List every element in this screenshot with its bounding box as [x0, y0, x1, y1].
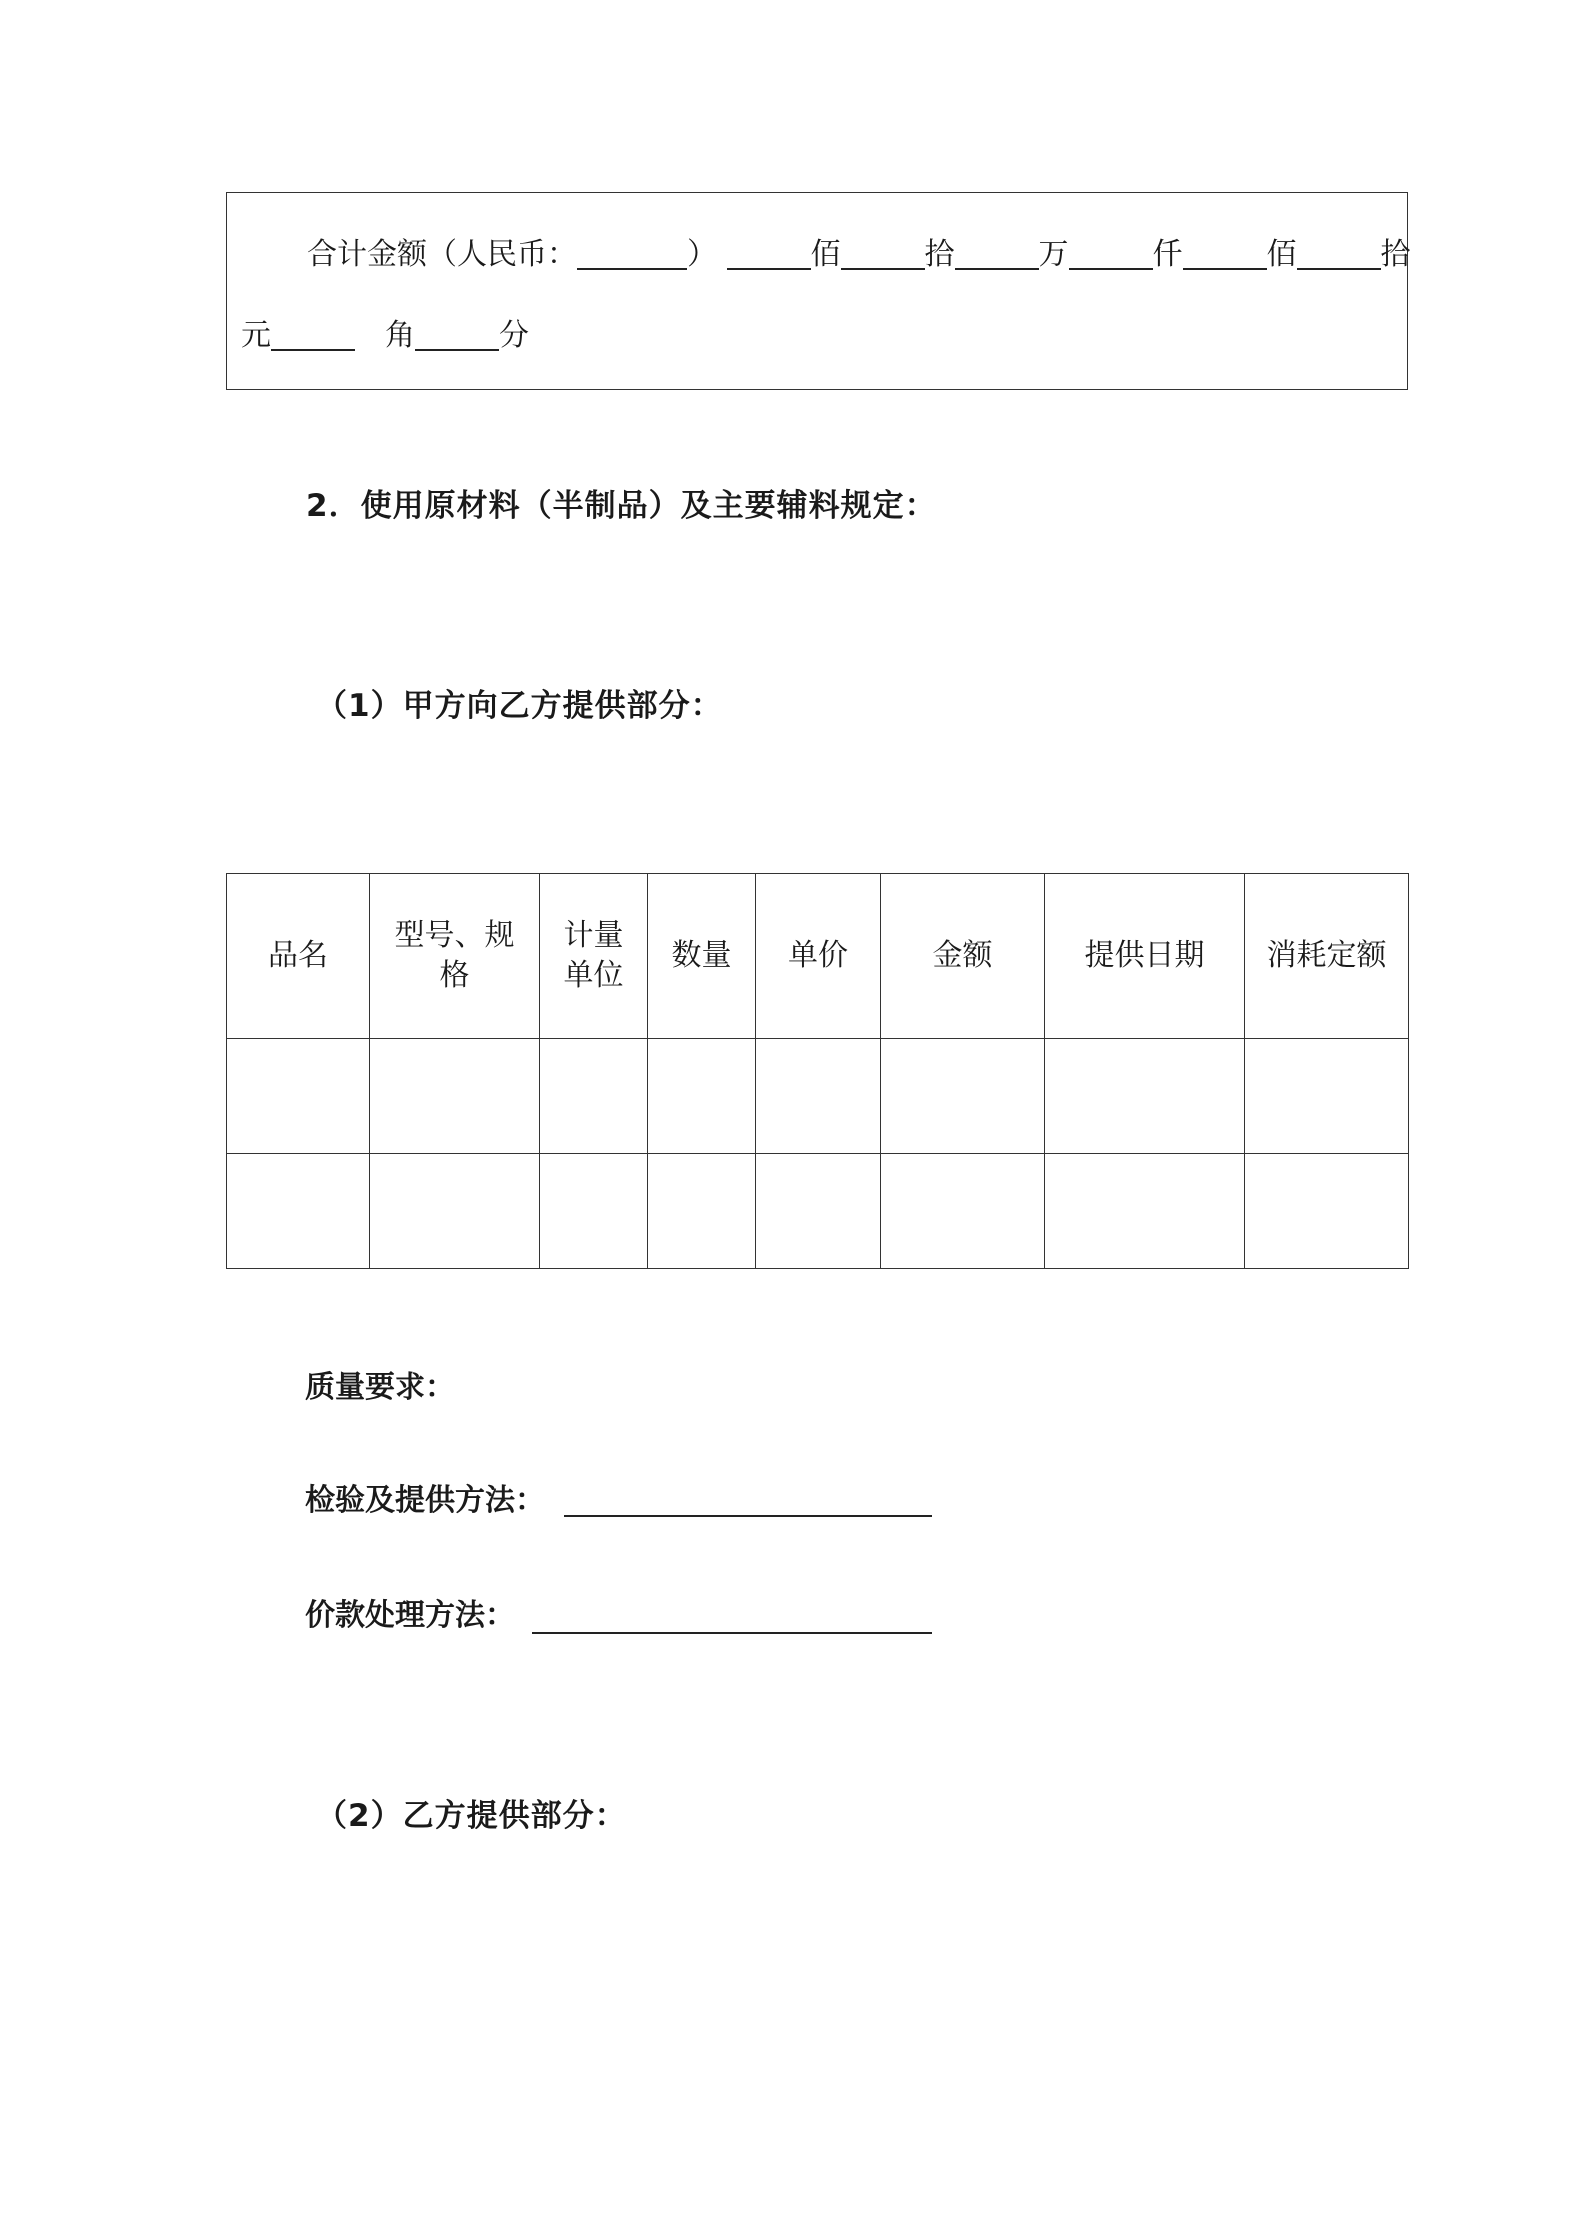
table-cell — [756, 1154, 881, 1269]
inspection-method-label: 检验及提供方法： — [305, 1483, 545, 1518]
part-1-heading: （1）甲方向乙方提供部分： — [316, 688, 723, 724]
unit-label: 仟 — [1152, 237, 1183, 272]
payment-method-line — [532, 1632, 932, 1634]
table-cell — [227, 1154, 370, 1269]
table-cell — [1045, 1039, 1245, 1154]
amount-blank — [271, 319, 355, 351]
table-header-cell: 品名 — [227, 874, 370, 1039]
table-cell — [1245, 1039, 1409, 1154]
table-cell — [756, 1039, 881, 1154]
unit-label: 拾 — [924, 237, 955, 272]
unit-label: 角 — [385, 318, 415, 353]
amount-blank — [955, 238, 1039, 270]
total-amount-close: ） — [687, 237, 717, 272]
table-cell — [540, 1039, 648, 1154]
table-header-cell: 计量单位 — [540, 874, 648, 1039]
inspection-method-line — [564, 1515, 932, 1517]
table-cell — [881, 1039, 1045, 1154]
table-cell — [1045, 1154, 1245, 1269]
table-row — [227, 1039, 1409, 1154]
amount-blank — [415, 319, 499, 351]
amount-blank — [1297, 238, 1381, 270]
table-cell — [648, 1154, 756, 1269]
table-header-cell: 单价 — [756, 874, 881, 1039]
unit-label: 佰 — [810, 237, 841, 272]
total-amount-line — [307, 229, 1411, 273]
amount-blank — [1069, 238, 1153, 270]
total-amount-line-2 — [241, 310, 529, 354]
table-cell — [881, 1154, 1045, 1269]
table-cell — [227, 1039, 370, 1154]
amount-blank — [841, 238, 925, 270]
payment-method-label: 价款处理方法： — [305, 1598, 515, 1633]
table-header-cell: 提供日期 — [1045, 874, 1245, 1039]
total-amount-box — [226, 192, 1411, 390]
table-header-row — [227, 874, 1409, 1039]
table-cell — [1245, 1154, 1409, 1269]
table-header-cell: 消耗定额 — [1245, 874, 1409, 1039]
table-cell — [370, 1154, 540, 1269]
materials-table — [226, 873, 1409, 1269]
table-header-cell: 金额 — [881, 874, 1045, 1039]
amount-blank — [1183, 238, 1267, 270]
table-row — [227, 1154, 1409, 1269]
unit-label: 万 — [1038, 237, 1069, 272]
currency-blank — [577, 238, 687, 270]
section-2-heading: 2．使用原材料（半制品）及主要辅料规定： — [306, 488, 937, 524]
unit-label: 分 — [499, 318, 529, 353]
unit-label: 拾 — [1380, 237, 1411, 272]
table-cell — [370, 1039, 540, 1154]
unit-label: 佰 — [1266, 237, 1297, 272]
table-header-cell: 型号、规格 — [370, 874, 540, 1039]
amount-blank — [727, 238, 811, 270]
total-amount-label: 合计金额（人民币： — [307, 237, 577, 272]
unit-label: 元 — [241, 318, 271, 353]
table-header-cell: 数量 — [648, 874, 756, 1039]
table-cell — [540, 1154, 648, 1269]
part-2-heading: （2）乙方提供部分： — [316, 1798, 627, 1834]
table-cell — [648, 1039, 756, 1154]
quality-requirements-label: 质量要求： — [305, 1370, 455, 1405]
